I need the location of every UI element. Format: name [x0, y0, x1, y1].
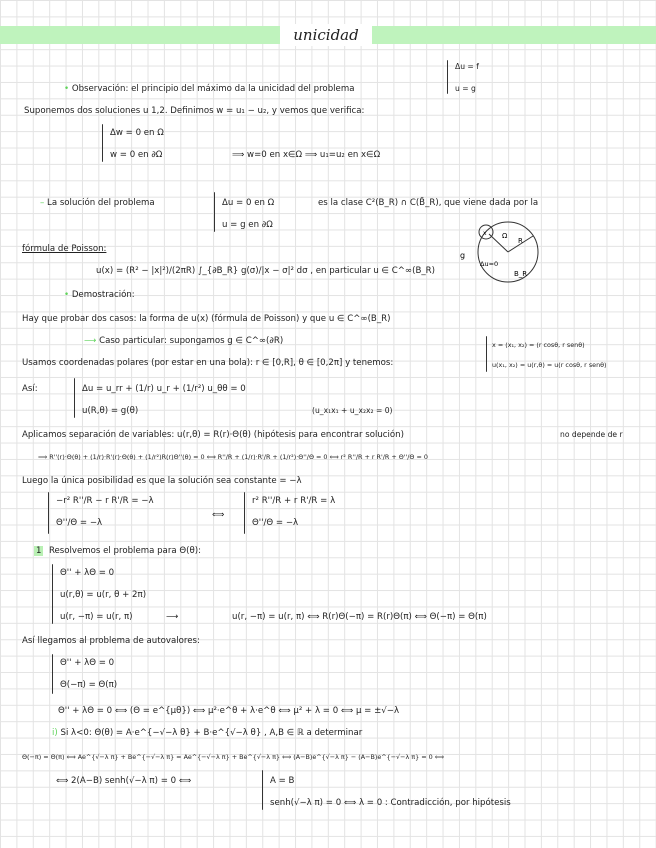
note-line: (u_x₁x₁ + u_x₂x₂ = 0) [312, 406, 393, 415]
solution-line [40, 198, 155, 208]
system-line: x = (x₁, x₂) = (r cosθ, r senθ) [492, 341, 585, 349]
bullet-icon: • [64, 84, 70, 94]
system-line: senh(√−λ π) = 0 ⟺ λ = 0 : Contradicción, por hipótesis [270, 798, 511, 808]
case-text: Caso particular: supongamos g ∈ C^∞(∂R) [99, 336, 284, 346]
case-number: i) [52, 728, 58, 738]
observation-line [64, 84, 354, 94]
conclusion-line: ⟹ w=0 en x∈Ω ⟹ u₁=u₂ en x∈Ω [232, 150, 381, 160]
poisson-label: fórmula de Poisson: [22, 244, 107, 254]
long-arrow: ⟶ [166, 612, 179, 622]
case-i-line [52, 728, 362, 738]
text-line: es la clase C²(B_R) ∩ C(B̄_R), que viene dada por la [318, 198, 539, 208]
system-line: w = 0 en ∂Ω [110, 150, 163, 160]
step-line [34, 546, 201, 556]
system-line: Θ'' + λΘ = 0 [60, 658, 115, 668]
equation-line: Θ'' + λΘ = 0 ⟺ (Θ = e^{μθ}) ⟺ μ²·e^θ + λ·e^θ ⟺ μ² + λ = 0 ⟺ μ = ±√−λ [58, 706, 400, 716]
brace [52, 654, 53, 694]
system-line: u(r,θ) = u(r, θ + 2π) [60, 590, 147, 600]
equation-line: Θ(−π) = Θ(π) ⟺ Ae^{√−λ π} + Be^{−√−λ π} = Ae^{−√−λ π} + Be^{√−λ π} ⟺ (A−B)e^{√−λ π} − (A−B)e^{−√−λ π} = 0 ⟺ [22, 753, 444, 761]
demo-text: Demostración: [71, 290, 135, 300]
equation-line: ⟹ R''(r)·Θ(θ) + (1/r)·R'(r)·Θ(θ) + (1/r²)R(r)Θ''(θ) = 0 ⟺ R''/R + (1/r)·R'/R + (1/r²)·Θ''/Θ = 0 ⟺ r² R''/R + r R'/R + Θ''/Θ = 0 [38, 453, 428, 461]
text-line: Así: [22, 384, 38, 394]
step-number: 1 [36, 546, 42, 556]
system-line: u(R,θ) = g(θ) [82, 406, 139, 416]
bullet-icon: • [64, 290, 70, 300]
figure-label-x: x [483, 230, 487, 237]
text-line: Hay que probar dos casos: la forma de u(x) (fórmula de Poisson) y que u ∈ C^∞(B_R) [22, 314, 391, 324]
figure-label-r: R [518, 237, 523, 245]
system-line: u = g [455, 84, 476, 93]
brace [214, 192, 215, 232]
figure-label-ball: B_R [514, 270, 528, 278]
system-line: Θ(−π) = Θ(π) [60, 680, 118, 690]
poisson-formula: u(x) = (R² − |x|²)/(2πR) ∫_{∂B_R} g(σ)/|x − σ|² dσ , en particular u ∈ C^∞(B_R) [96, 266, 435, 276]
system-line: A = B [270, 776, 295, 786]
brace [244, 492, 245, 534]
text-line: Usamos coordenadas polares (por estar en una bola): r ∈ [0,R], θ ∈ [0,2π] y tenemos: [22, 358, 394, 368]
brace [447, 60, 448, 94]
brace [48, 492, 49, 534]
system-line: u(r, −π) = u(r, π) [60, 612, 133, 622]
equation-line: ⟺ 2(A−B) senh(√−λ π) = 0 ⟺ [56, 776, 192, 786]
system-line: Θ''/Θ = −λ [252, 518, 299, 528]
demo-line [64, 290, 135, 300]
arrow-right-icon: ⟶ [84, 336, 97, 346]
system-line: Θ''/Θ = −λ [56, 518, 103, 528]
observation-text: Observación: el principio del máximo da la unicidad del problema [71, 84, 355, 94]
text-line: Luego la única posibilidad es que la solución sea constante = −λ [22, 476, 302, 486]
system-line: u(x₁, x₂) = u(r,θ) = u(r cosθ, r senθ) [492, 361, 607, 369]
system-line: r² R''/R + r R'/R = λ [252, 496, 336, 506]
system-line: Δu = u_rr + (1/r) u_r + (1/r²) u_θθ = 0 [82, 384, 246, 394]
brace [486, 336, 487, 372]
ball-figure [456, 218, 548, 284]
iff-symbol: ⟺ [212, 510, 225, 520]
text-line: Aplicamos separación de variables: u(r,θ) = R(r)·Θ(θ) (hipótesis para encontrar solución) [22, 430, 404, 440]
page-title: unicidad [280, 24, 372, 46]
system-line: −r² R''/R − r R'/R = −λ [56, 496, 154, 506]
note-line: no depende de r [560, 430, 623, 439]
step-text: Resolvemos el problema para Θ(θ): [48, 546, 201, 556]
figure-label-lap: Δu=0 [480, 260, 499, 268]
dash-icon: – [40, 198, 45, 208]
case-line [84, 336, 283, 346]
brace [262, 770, 263, 810]
brace [52, 564, 53, 624]
brace [102, 124, 103, 162]
system-line: Δu = 0 en Ω [222, 198, 275, 208]
conclusion-line: u(r, −π) = u(r, π) ⟺ R(r)Θ(−π) = R(r)Θ(π) ⟺ Θ(−π) = Θ(π) [232, 612, 487, 622]
system-line: Θ'' + λΘ = 0 [60, 568, 115, 578]
case-i-text: Si λ<0: Θ(θ) = A·e^{−√−λ θ} + B·e^{√−λ θ} , A,B ∈ ℝ a determinar [60, 728, 363, 738]
system-line: Δw = 0 en Ω [110, 128, 164, 138]
text-line: Suponemos dos soluciones u 1,2. Definimos w = u₁ − u₂, y vemos que verifica: [24, 106, 365, 116]
brace [74, 378, 75, 418]
system-line: u = g en ∂Ω [222, 220, 273, 230]
solution-text: La solución del problema [47, 198, 155, 208]
system-line: Δu = f [455, 62, 479, 71]
text-line: Así llegamos al problema de autovalores: [22, 636, 200, 646]
figure-label-omega: Ω [502, 232, 508, 240]
figure-label-g: g [460, 251, 466, 260]
